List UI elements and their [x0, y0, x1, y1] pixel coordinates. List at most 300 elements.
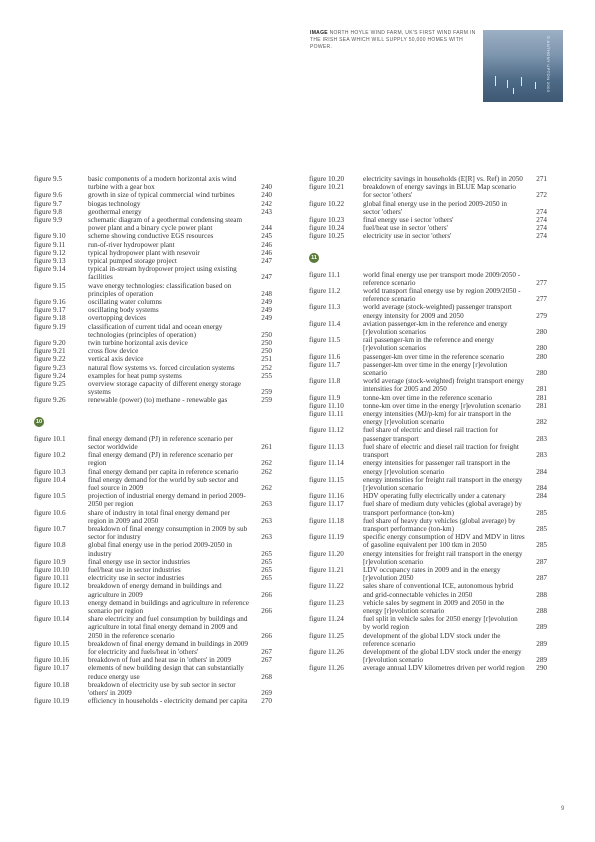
figure-entry[interactable]	[34, 697, 272, 705]
figure-page: 271	[536, 175, 547, 183]
figure-entry[interactable]	[309, 271, 547, 287]
figure-number: figure 10.6	[34, 508, 66, 517]
figure-number: figure 9.10	[34, 232, 66, 241]
figure-page: 259	[261, 396, 272, 405]
figure-page: 280	[536, 344, 547, 353]
figure-entry[interactable]	[34, 372, 272, 380]
right-column	[309, 175, 547, 673]
figure-number: figure 11.4	[309, 319, 341, 328]
figure-number: figure 10.14	[34, 615, 70, 624]
figure-page: 266	[261, 631, 272, 640]
figure-description: energy intensities for passenger rail transport in the energy [r]evolution scenario	[363, 459, 511, 476]
figure-page: 265	[261, 565, 272, 574]
figure-page: 280	[536, 352, 547, 361]
figure-page: 266	[261, 606, 272, 615]
figure-number: figure 10.23	[309, 216, 345, 225]
figure-page: 283	[536, 434, 547, 443]
figure-number: figure 10.8	[34, 541, 66, 550]
figure-number: figure 10.12	[34, 582, 70, 591]
figure-entry[interactable]	[34, 200, 272, 208]
figure-number: figure 9.22	[34, 355, 66, 364]
figure-description: typical in-stream hydropower project using existing facilities	[88, 265, 237, 282]
figure-page: 265	[261, 549, 272, 558]
figure-number: figure 11.8	[309, 377, 341, 386]
figure-number: figure 10.22	[309, 199, 345, 208]
figure-description: wave energy technologies: classification based on principles of operation	[88, 281, 232, 298]
figure-number: figure 10.11	[34, 574, 69, 583]
figure-page: 284	[536, 467, 547, 476]
figure-description: final energy demand per capita in reference scenario	[88, 467, 239, 476]
figure-page: 246	[261, 248, 272, 257]
figure-number: figure 11.20	[309, 549, 344, 558]
figure-page: 262	[261, 467, 272, 476]
figure-entry[interactable]	[34, 298, 272, 306]
figure-description: final energy demand (PJ) in reference scenario per region	[88, 451, 233, 468]
figure-page: 289	[536, 623, 547, 632]
figure-number: figure 10.4	[34, 475, 66, 484]
figure-description: world final energy use per transport mode 2009/2050 - reference scenario	[363, 270, 521, 287]
figure-entry[interactable]	[34, 681, 272, 697]
figure-page: 243	[261, 207, 272, 216]
figure-page: 274	[536, 207, 547, 216]
figure-number: figure 11.5	[309, 336, 341, 345]
figure-number: figure 11.26	[309, 664, 344, 673]
figure-description: run-of-river hydropower plant	[88, 240, 175, 249]
figure-number: figure 9.21	[34, 347, 66, 356]
figure-number: figure 9.16	[34, 298, 66, 307]
figure-description: vertical axis device	[88, 355, 144, 364]
figure-entry[interactable]	[309, 353, 547, 361]
figure-page: 262	[261, 459, 272, 468]
figure-page: 270	[261, 697, 272, 706]
figure-description: tonne-km over time in the reference scenario	[363, 393, 492, 402]
figure-entry[interactable]	[34, 355, 272, 363]
figure-number: figure 10.3	[34, 467, 66, 476]
figure-entry[interactable]	[309, 320, 547, 336]
figure-number: figure 9.25	[34, 380, 66, 389]
figure-description: HDV operating fully electrically under a catenary	[363, 492, 506, 501]
figure-number: figure 11.1	[309, 270, 341, 279]
figure-entry[interactable]	[309, 476, 547, 492]
figure-description: breakdown of energy demand in buildings and agriculture in 2009	[88, 582, 222, 599]
figure-number: figure 11.10	[309, 401, 344, 410]
figure-entry[interactable]	[309, 459, 547, 475]
figure-page: 285	[536, 541, 547, 550]
figure-number: figure 11.23	[309, 598, 344, 607]
figure-page: 247	[261, 257, 272, 266]
figure-page: 240	[261, 183, 272, 192]
figure-page: 251	[261, 355, 272, 364]
figure-description: typical pumped storage project	[88, 257, 177, 266]
figure-description: energy intensities for freight rail transport in the energy [r]evolution scenario	[363, 549, 523, 566]
figure-entry[interactable]	[34, 582, 272, 598]
figure-entry[interactable]	[34, 380, 272, 396]
figure-number: figure 11.17	[309, 500, 344, 509]
page-number: 9	[561, 806, 565, 812]
figure-page: 244	[261, 224, 272, 233]
figure-description: passenger-km over time in the reference scenario	[363, 352, 505, 361]
figure-number: figure 10.16	[34, 656, 70, 665]
figure-description: energy intensities for freight rail transport in the energy [r]evolution scenario	[363, 475, 523, 492]
figure-page: 252	[261, 363, 272, 372]
figure-number: figure 10.19	[34, 697, 70, 706]
figure-number: figure 11.16	[309, 492, 344, 501]
figure-entry[interactable]	[34, 364, 272, 372]
figure-page: 265	[261, 557, 272, 566]
figure-entry[interactable]	[34, 314, 272, 322]
figure-page: 250	[261, 339, 272, 348]
image-caption	[310, 30, 480, 52]
figure-description: aviation passenger-km in the reference and energy [r]evolution scenarios	[363, 319, 508, 337]
figure-entry[interactable]	[34, 249, 272, 257]
figure-entry[interactable]	[34, 216, 272, 232]
figure-description: vehicle sales by segment in 2009 and 2050 in the energy [r]evolution scenario	[363, 598, 505, 615]
figure-description: fuel share of heavy duty vehicles (global average) by transport performance (ton-km)	[363, 516, 516, 533]
figure-entry[interactable]	[34, 640, 272, 656]
photo-credit: © ANTHONY UPTON 2003	[546, 36, 551, 93]
figure-entry[interactable]	[309, 517, 547, 533]
figure-entry[interactable]	[309, 183, 547, 199]
figure-page: 245	[261, 232, 272, 241]
figure-entry[interactable]	[34, 396, 272, 404]
figure-entry[interactable]	[309, 615, 547, 631]
figure-number: figure 11.25	[309, 631, 344, 640]
figure-description: rail passenger-km in the reference and energy [r]evolution scenarios	[363, 336, 495, 353]
figure-entry[interactable]	[309, 224, 547, 232]
figure-description: growth in size of typical commercial wind turbines	[88, 191, 235, 200]
figure-entry[interactable]	[309, 394, 547, 402]
figure-page: 281	[536, 393, 547, 402]
figure-number: figure 10.13	[34, 598, 70, 607]
figure-entry[interactable]	[309, 216, 547, 224]
figure-number: figure 9.19	[34, 322, 66, 331]
figure-entry[interactable]	[34, 509, 272, 525]
figure-number: figure 9.26	[34, 396, 66, 405]
figure-number: figure 11.21	[309, 565, 344, 574]
figure-number: figure 10.9	[34, 557, 66, 566]
figure-entry[interactable]	[309, 500, 547, 516]
figure-page: 259	[261, 388, 272, 397]
figure-entry[interactable]	[34, 468, 272, 476]
figure-number: figure 9.9	[34, 216, 62, 225]
figure-page: 268	[261, 672, 272, 681]
figure-number: figure 9.23	[34, 363, 66, 372]
figure-page: 267	[261, 647, 272, 656]
figure-description: energy intensities (MJ/p-km) for air transport in the energy [r]evolution scenario	[363, 410, 512, 427]
figure-description: fuel/heat use in sector 'others'	[363, 224, 448, 233]
figure-entry[interactable]	[309, 361, 547, 377]
figure-page: 250	[261, 347, 272, 356]
figure-description: cross flow device	[88, 347, 139, 356]
figure-description: final energy demand for the world by sub sector and fuel source in 2009	[88, 475, 239, 492]
figure-page: 263	[261, 516, 272, 525]
figure-entry[interactable]	[34, 306, 272, 314]
figure-description: elements of new building design that can substantially reduce energy use	[88, 664, 244, 681]
figure-number: figure 9.17	[34, 306, 66, 315]
figure-page: 285	[536, 524, 547, 533]
figure-entry[interactable]	[309, 664, 547, 672]
figure-description: world average (stock-weighted) freight transport energy intensities for 2005 and 2050	[363, 377, 524, 394]
figure-number: figure 11.22	[309, 582, 344, 591]
figure-page: 255	[261, 371, 272, 380]
figure-number: figure 9.12	[34, 248, 66, 257]
figure-entry[interactable]	[309, 200, 547, 216]
figure-entry[interactable]	[34, 339, 272, 347]
figure-entry[interactable]	[34, 615, 272, 640]
figure-description: twin turbine horizontal axis device	[88, 339, 188, 348]
figure-page: 240	[261, 191, 272, 200]
figure-number: figure 10.20	[309, 175, 345, 183]
figure-page: 282	[536, 418, 547, 427]
figure-page: 277	[536, 295, 547, 304]
figure-number: figure 10.18	[34, 680, 70, 689]
figure-page: 261	[261, 442, 272, 451]
figure-entry[interactable]	[34, 175, 272, 191]
figure-description: fuel share of electric and diesel rail traction for freight transport	[363, 442, 519, 460]
figure-number: figure 9.8	[34, 207, 62, 216]
figure-number: figure 11.9	[309, 393, 341, 402]
figure-entry[interactable]	[309, 566, 547, 582]
figure-page: 262	[261, 483, 272, 492]
figure-entry[interactable]	[309, 426, 547, 442]
figure-page: 274	[536, 224, 547, 233]
figure-number: figure 9.7	[34, 199, 62, 208]
figure-page: 281	[536, 401, 547, 410]
figure-description: natural flow systems vs. forced circulation systems	[88, 363, 235, 372]
figure-number: figure 10.24	[309, 224, 345, 233]
figure-description: world average (stock-weighted) passenger transport energy intensity for 2009 and 2050	[363, 303, 512, 320]
figure-entry[interactable]	[309, 410, 547, 426]
figure-number: figure 11.15	[309, 475, 344, 484]
figure-description: schematic diagram of a geothermal condensing steam power plant and a binary cycle power plant	[88, 216, 243, 233]
figure-entry[interactable]	[34, 541, 272, 557]
figure-number: figure 10.25	[309, 232, 345, 241]
figure-entry[interactable]	[34, 558, 272, 566]
figure-entry[interactable]	[34, 208, 272, 216]
figure-page: 287	[536, 557, 547, 566]
figure-page: 247	[261, 273, 272, 282]
figure-entry[interactable]	[34, 347, 272, 355]
figure-description: typical hydropower plant with resevoir	[88, 248, 200, 257]
figure-page: 263	[261, 500, 272, 509]
caption-text: NORTH HOYLE WIND FARM, UK'S FIRST WIND FARM IN THE IRISH SEA WHICH WILL SUPPLY 50,000 HOMES WITH POWER.	[310, 30, 476, 51]
figure-page: 249	[261, 306, 272, 315]
figure-page: 265	[261, 574, 272, 583]
figure-page: 249	[261, 298, 272, 307]
figure-description: overview storage capacity of different energy storage systems	[88, 380, 242, 397]
figure-entry[interactable]	[309, 492, 547, 500]
figure-number: figure 11.12	[309, 426, 344, 435]
figure-page: 274	[536, 232, 547, 241]
figure-page: 250	[261, 330, 272, 339]
figure-description: energy demand in buildings and agriculture in reference scenario per region	[88, 598, 249, 615]
figure-entry[interactable]	[309, 550, 547, 566]
figure-number: figure 9.14	[34, 265, 66, 274]
figure-page: 242	[261, 199, 272, 208]
figure-entry[interactable]	[34, 451, 272, 467]
figure-description: average annual LDV kilometres driven per world region	[363, 664, 525, 673]
figure-description: examples for heat pump systems	[88, 371, 182, 380]
figure-number: figure 11.14	[309, 459, 344, 468]
figure-description: fuel split in vehicle sales for 2050 energy [r]evolution by world region	[363, 615, 518, 632]
figure-entry[interactable]	[309, 402, 547, 410]
chapter-badge: 11	[309, 253, 319, 263]
figure-entry[interactable]	[309, 232, 547, 240]
figure-description: breakdown of final energy demand in buildings in 2009 for electricity and fuels/heat in 'others'	[88, 639, 248, 656]
figure-number: figure 11.6	[309, 352, 341, 361]
figure-entry[interactable]	[34, 476, 272, 492]
figure-number: figure 10.7	[34, 524, 66, 533]
figure-description: world transport final energy use by region 2009/2050 - reference scenario	[363, 287, 521, 304]
figure-description: electricity savings in households (E[R] vs. Ref) in 2050	[363, 175, 523, 183]
figure-description: fuel share of medium duty vehicles (global average) by transport performance (ton-km)	[363, 500, 522, 517]
figure-entry[interactable]	[34, 282, 272, 298]
figure-number: figure 9.18	[34, 314, 66, 323]
figure-description: passenger-km over time in the energy [r]evolution scenario	[363, 360, 508, 378]
figure-description: breakdown of energy savings in BLUE Map scenario for sector 'others'	[363, 183, 516, 200]
figure-entry[interactable]	[34, 241, 272, 249]
figure-number: figure 9.24	[34, 371, 66, 380]
figure-description: overtopping devices	[88, 314, 147, 323]
figure-description: scheme showing conductive EGS resources	[88, 232, 214, 241]
figure-description: breakdown of fuel and heat use in 'others' in 2009	[88, 656, 231, 665]
figure-description: oscillating body systems	[88, 306, 159, 315]
figure-page: 289	[536, 656, 547, 665]
figure-description: global final energy use in the period 2009-2050 in industry	[88, 541, 232, 558]
figure-entry[interactable]	[309, 582, 547, 598]
figure-description: projection of industrial energy demand in period 2009-2050 per region	[88, 492, 246, 509]
figure-entry[interactable]	[34, 435, 272, 451]
figure-number: figure 9.20	[34, 339, 66, 348]
figure-page: 249	[261, 314, 272, 323]
figure-entry[interactable]	[309, 443, 547, 459]
figure-description: development of the global LDV stock under the reference scenario	[363, 631, 501, 648]
figure-number: figure 11.3	[309, 303, 341, 312]
figure-description: classification of current tidal and ocean energy technologies (principles of operation)	[88, 322, 223, 339]
figure-entry[interactable]	[309, 336, 547, 352]
figure-page: 281	[536, 385, 547, 394]
figure-description: final energy use in sector industries	[88, 557, 190, 566]
figure-entry[interactable]	[34, 323, 272, 339]
figure-page: 285	[536, 508, 547, 517]
figure-entry[interactable]	[34, 191, 272, 199]
figure-page: 283	[536, 451, 547, 460]
figure-description: sales share of conventional ICE, autonomous hybrid and grid-connectable vehicles in 2050	[363, 582, 514, 599]
figure-page: 263	[261, 533, 272, 542]
figure-number: figure 10.10	[34, 565, 70, 574]
figure-page: 284	[536, 483, 547, 492]
figure-description: breakdown of electricity use by sub sector in sector 'others' in 2009	[88, 680, 236, 697]
figure-description: global final energy use in the period 2009-2050 in sector 'others'	[363, 199, 507, 216]
figure-description: biogas technology	[88, 199, 141, 208]
figure-number: figure 11.19	[309, 533, 344, 542]
figure-number: figure 11.18	[309, 516, 344, 525]
figure-entry[interactable]	[34, 574, 272, 582]
figure-description: final energy demand (PJ) in reference scenario per sector worldwide	[88, 434, 233, 451]
figure-description: renewable (power) (to) methane - renewable gas	[88, 396, 228, 405]
figure-description: share electricity and fuel consumption by buildings and agriculture in total final energy demand in 2009 and 2050 in the reference scenario	[88, 615, 248, 640]
figure-entry[interactable]	[309, 175, 547, 183]
figure-page: 280	[536, 369, 547, 378]
figure-number: figure 11.26	[309, 647, 344, 656]
chapter-badge: 10	[35, 418, 43, 425]
figure-number: figure 11.2	[309, 287, 341, 296]
figure-description: electricity use in sector industries	[88, 574, 185, 583]
figure-number: figure 9.11	[34, 240, 66, 249]
figure-entry[interactable]	[34, 492, 272, 508]
figure-entry[interactable]	[34, 656, 272, 664]
figure-description: oscillating water columns	[88, 298, 162, 307]
figure-number: figure 11.13	[309, 442, 344, 451]
figure-description: fuel share of electric and diesel rail traction for passenger transport	[363, 426, 498, 443]
figure-page: 277	[536, 278, 547, 287]
figure-page: 290	[536, 664, 547, 673]
figure-page: 279	[536, 311, 547, 320]
figure-description: geothermal energy	[88, 207, 142, 216]
figure-page: 284	[536, 492, 547, 501]
figure-entry[interactable]	[309, 303, 547, 319]
figure-entry[interactable]	[309, 648, 547, 664]
figure-description: LDV occupancy rates in 2009 and in the energy [r]evolution 2050	[363, 565, 501, 583]
figure-number: figure 11.11	[309, 410, 344, 419]
figure-description: share of industry in total final energy demand per region in 2009 and 2050	[88, 508, 230, 525]
figure-description: fuel/heat use in sector industries	[88, 565, 181, 574]
figure-page: 287	[536, 574, 547, 583]
figure-entry[interactable]	[34, 232, 272, 240]
figure-number: figure 10.2	[34, 451, 66, 460]
figure-entry[interactable]	[309, 533, 547, 549]
figure-number: figure 9.15	[34, 281, 66, 290]
figure-entry[interactable]	[309, 287, 547, 303]
figure-description: specific energy consumption of HDV and MDV in litres of gasoline equivalent per 100 tkm in 2050	[363, 533, 525, 550]
figure-page: 267	[261, 656, 272, 665]
figure-page: 288	[536, 590, 547, 599]
figure-page: 289	[536, 639, 547, 648]
figure-number: figure 9.5	[34, 175, 62, 183]
figure-entry[interactable]	[34, 525, 272, 541]
figure-entry[interactable]	[34, 664, 272, 680]
left-column	[34, 175, 272, 705]
figure-entry[interactable]	[309, 599, 547, 615]
figure-number: figure 10.5	[34, 492, 66, 501]
figure-number: figure 10.17	[34, 664, 70, 673]
figure-number: figure 10.15	[34, 639, 70, 648]
figure-description: basic components of a modern horizontal axis wind turbine with a gear box	[88, 175, 237, 192]
figure-description: tonne-km over time in the energy [r]evolution scenario	[363, 401, 521, 410]
figure-number: figure 9.6	[34, 191, 62, 200]
figure-entry[interactable]	[309, 632, 547, 648]
wind-farm-photo	[483, 30, 563, 102]
figure-page: 248	[261, 289, 272, 298]
figure-number: figure 10.21	[309, 183, 345, 192]
caption-label: IMAGE	[310, 30, 328, 36]
figure-page: 266	[261, 590, 272, 599]
figure-page: 272	[536, 191, 547, 200]
figure-page: 274	[536, 216, 547, 225]
figure-entry[interactable]	[34, 599, 272, 615]
figure-description: efficiency in households - electricity demand per capita	[88, 697, 248, 706]
figure-number: figure 10.1	[34, 434, 66, 443]
figure-number: figure 11.7	[309, 360, 341, 369]
figure-number: figure 9.13	[34, 257, 66, 266]
figure-page: 280	[536, 328, 547, 337]
figure-description: electricity use in sector 'others'	[363, 232, 452, 241]
figure-entry[interactable]	[34, 566, 272, 574]
figure-entry[interactable]	[34, 265, 272, 281]
figure-entry[interactable]	[34, 257, 272, 265]
figure-entry[interactable]	[309, 377, 547, 393]
figure-description: final energy use i sector 'others'	[363, 216, 454, 225]
